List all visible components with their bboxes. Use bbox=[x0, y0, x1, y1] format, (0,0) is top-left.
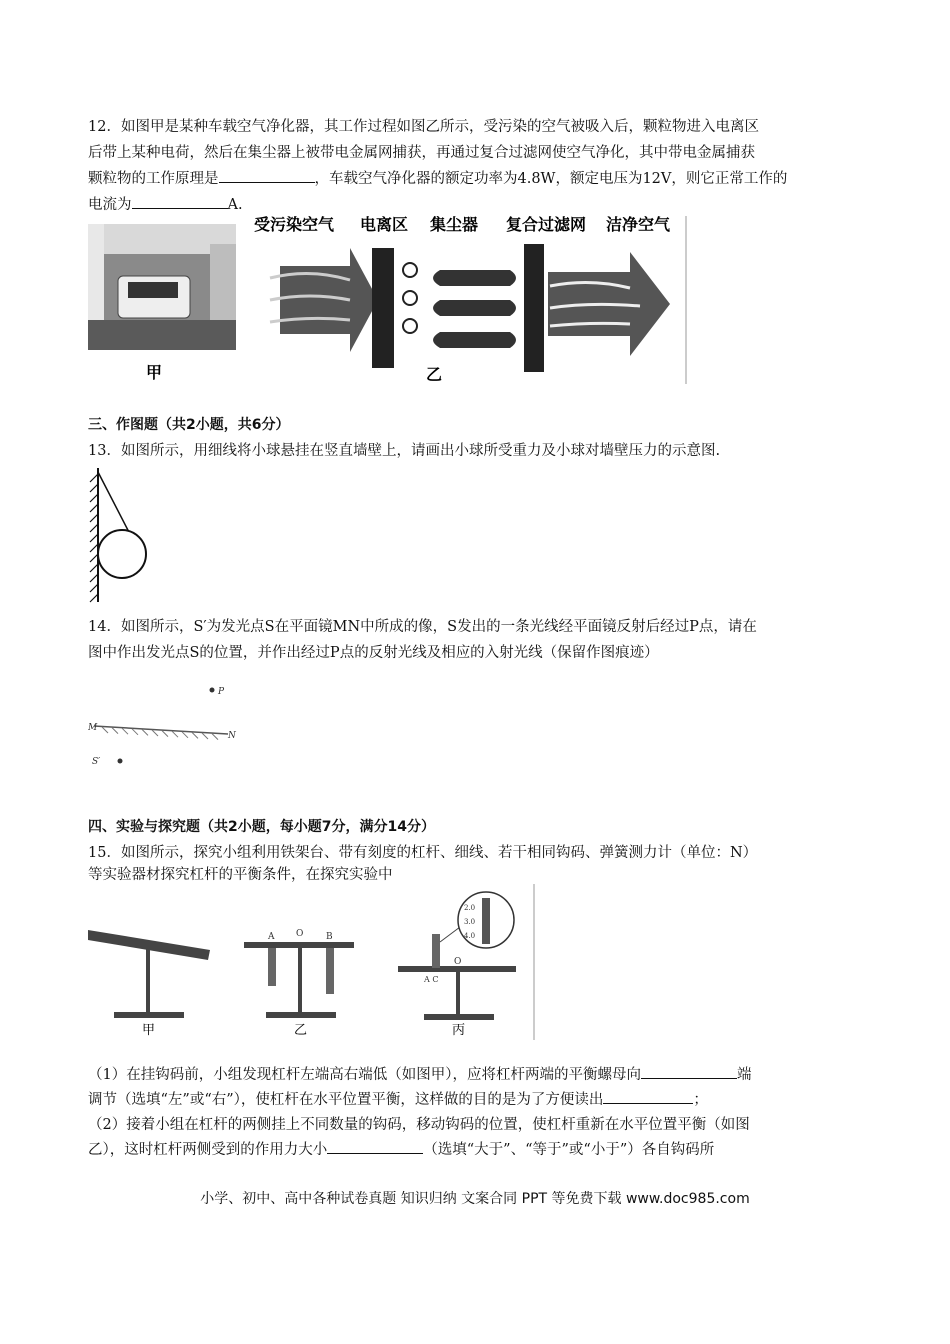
q15-line-2: 等实验器材探究杠杆的平衡条件，在探究实验中 bbox=[88, 867, 393, 883]
q15-line-1: 15．如图所示，探究小组利用铁架台、带有刻度的杠杆、细线、若干相同钩码、弹簧测力计（单位：N） bbox=[88, 845, 758, 861]
label-p: P bbox=[218, 687, 225, 697]
stand-pole-jia bbox=[146, 942, 150, 1012]
point-p bbox=[210, 688, 215, 693]
scale-value-3: 4.0 bbox=[464, 932, 476, 940]
polluted-air-arrow bbox=[280, 248, 378, 352]
q15-p2-line-1: （2）接着小组在杠杆的两侧挂上不同数量的钩码，移动钩码的位置，使杠杆重新在水平位置平衡（如图 bbox=[88, 1117, 750, 1133]
scale-value-1: 2.0 bbox=[464, 904, 476, 912]
q12-figure-yi bbox=[250, 208, 690, 388]
particle-1 bbox=[403, 263, 417, 277]
q15-p1-line2-text-a: 调节（选填“左”或“右”），使杠杆在水平位置平衡，这样做的目的是为了方便读出 bbox=[88, 1092, 604, 1108]
ball bbox=[98, 530, 146, 578]
lever-jia bbox=[88, 930, 210, 1038]
q12-line-4-text-b: A. bbox=[227, 197, 243, 213]
q15-p2-line2-text-a: 乙），这时杠杆两侧受到的作用力大小 bbox=[88, 1142, 328, 1158]
q15-p2-line-2 bbox=[88, 1137, 714, 1163]
scale-value-2: 3.0 bbox=[464, 918, 476, 926]
q15-blank-3[interactable] bbox=[327, 1137, 423, 1154]
label-clean-air: 洁净空气 bbox=[606, 215, 671, 234]
q12-blank-1[interactable] bbox=[219, 166, 315, 183]
label-s-prime: S′ bbox=[92, 757, 101, 767]
mirror-hatching bbox=[102, 727, 218, 740]
q15-p1-line2-text-b: ； bbox=[693, 1092, 708, 1108]
label-b-yi: B bbox=[326, 932, 333, 942]
q12-blank-2[interactable] bbox=[132, 192, 228, 209]
photo-floor bbox=[88, 320, 236, 350]
label-o-yi: O bbox=[296, 929, 304, 939]
particle-3 bbox=[403, 319, 417, 333]
q13-figure bbox=[88, 468, 148, 606]
stand-base-yi bbox=[266, 1012, 336, 1018]
fig-jia-caption: 甲 bbox=[146, 363, 163, 382]
label-n: N bbox=[228, 731, 236, 741]
q12-line-1: 12．如图甲是某种车载空气净化器，其工作过程如图乙所示，受污染的空气被吸入后，颗粒物进入电离区 bbox=[88, 119, 759, 135]
caption-yi: 乙 bbox=[294, 1023, 308, 1038]
point-s-prime bbox=[118, 759, 123, 764]
string bbox=[98, 472, 132, 538]
footer-text: 小学、初中、高中各种试卷真题 知识归纳 文案合同 PPT 等免费下载 www.doc985.com bbox=[200, 1191, 750, 1207]
label-ac-bing: A C bbox=[424, 975, 439, 984]
q14-figure bbox=[88, 672, 248, 778]
weights-left-yi bbox=[268, 948, 276, 986]
wall-hatching bbox=[90, 474, 98, 602]
q15-p1-line-2 bbox=[88, 1087, 708, 1113]
label-a-yi: A bbox=[268, 932, 275, 942]
q15-blank-2[interactable] bbox=[603, 1087, 693, 1104]
particle-2 bbox=[403, 291, 417, 305]
label-ionization: 电离区 bbox=[360, 215, 409, 234]
q13-text: 13．如图所示，用细线将小球悬挂在竖直墙壁上，请画出小球所受重力及小球对墙壁压力的示意图. bbox=[88, 443, 721, 459]
stand-pole-yi bbox=[298, 944, 302, 1012]
q15-p1-text-a: （1）在挂钩码前，小组发现杠杆左端高右端低（如图甲），应将杠杆两端的平衡螺母向 bbox=[88, 1067, 641, 1083]
q15-figure bbox=[88, 884, 538, 1044]
stand-base-jia bbox=[114, 1012, 184, 1018]
q12-line-3-text-a: 颗粒物的工作原理是 bbox=[88, 171, 219, 187]
q12-figure-jia bbox=[88, 224, 236, 384]
section-4-heading: 四、实验与探究题（共2小题，每小题7分，满分14分） bbox=[88, 819, 435, 835]
label-polluted-air: 受污染空气 bbox=[254, 215, 335, 234]
q15-blank-1[interactable] bbox=[641, 1062, 737, 1079]
label-collector: 集尘器 bbox=[430, 215, 479, 234]
q12-line-3-text-b: ，车载空气净化器的额定功率为4.8W，额定电压为12V，则它正常工作的 bbox=[314, 171, 788, 187]
caption-bing: 丙 bbox=[452, 1023, 466, 1038]
q12-line-4-text-a: 电流为 bbox=[88, 197, 132, 213]
composite-filter bbox=[524, 244, 544, 372]
caption-jia: 甲 bbox=[142, 1023, 156, 1038]
label-m: M bbox=[88, 723, 98, 733]
label-o-bing: O bbox=[454, 957, 462, 967]
section-3-heading: 三、作图题（共2小题，共6分） bbox=[88, 417, 290, 433]
ionization-grid bbox=[372, 248, 394, 368]
q12-line-2: 后带上某种电荷，然后在集尘器上被带电金属网捕获，再通过复合过滤网使空气净化，其中带电金属捕获 bbox=[88, 145, 755, 161]
q15-p2-line2-text-b: （选填“大于”、“等于”或“小于”）各自钩码所 bbox=[423, 1142, 715, 1158]
lever-bing bbox=[398, 892, 516, 1038]
q14-line-2: 图中作出发光点S的位置，并作出经过P点的反射光线及相应的入射光线（保留作图痕迹） bbox=[88, 645, 659, 661]
spring-scale-bing bbox=[432, 934, 440, 968]
lever-yi bbox=[244, 929, 354, 1038]
collector-plate-1 bbox=[433, 270, 516, 286]
q12-line-4 bbox=[88, 192, 243, 218]
q14-line-1: 14．如图所示，S′为发光点S在平面镜MN中所成的像，S发出的一条光线经平面镜反射后经过P点，请在 bbox=[88, 619, 757, 635]
weights-right-yi bbox=[326, 948, 334, 994]
fig-yi-caption: 乙 bbox=[426, 365, 443, 384]
label-filter: 复合过滤网 bbox=[506, 215, 587, 234]
purifier-grille bbox=[128, 282, 178, 298]
collector-plate-3 bbox=[433, 332, 516, 348]
stand-base-bing bbox=[424, 1014, 494, 1020]
stand-pole-bing bbox=[456, 970, 460, 1014]
scale-zoom-spring bbox=[482, 898, 490, 944]
q12-line-3 bbox=[88, 166, 787, 192]
q15-p1-text-b: 端 bbox=[736, 1067, 752, 1083]
q15-p1-line-1 bbox=[88, 1062, 751, 1088]
collector-plate-2 bbox=[433, 300, 516, 316]
